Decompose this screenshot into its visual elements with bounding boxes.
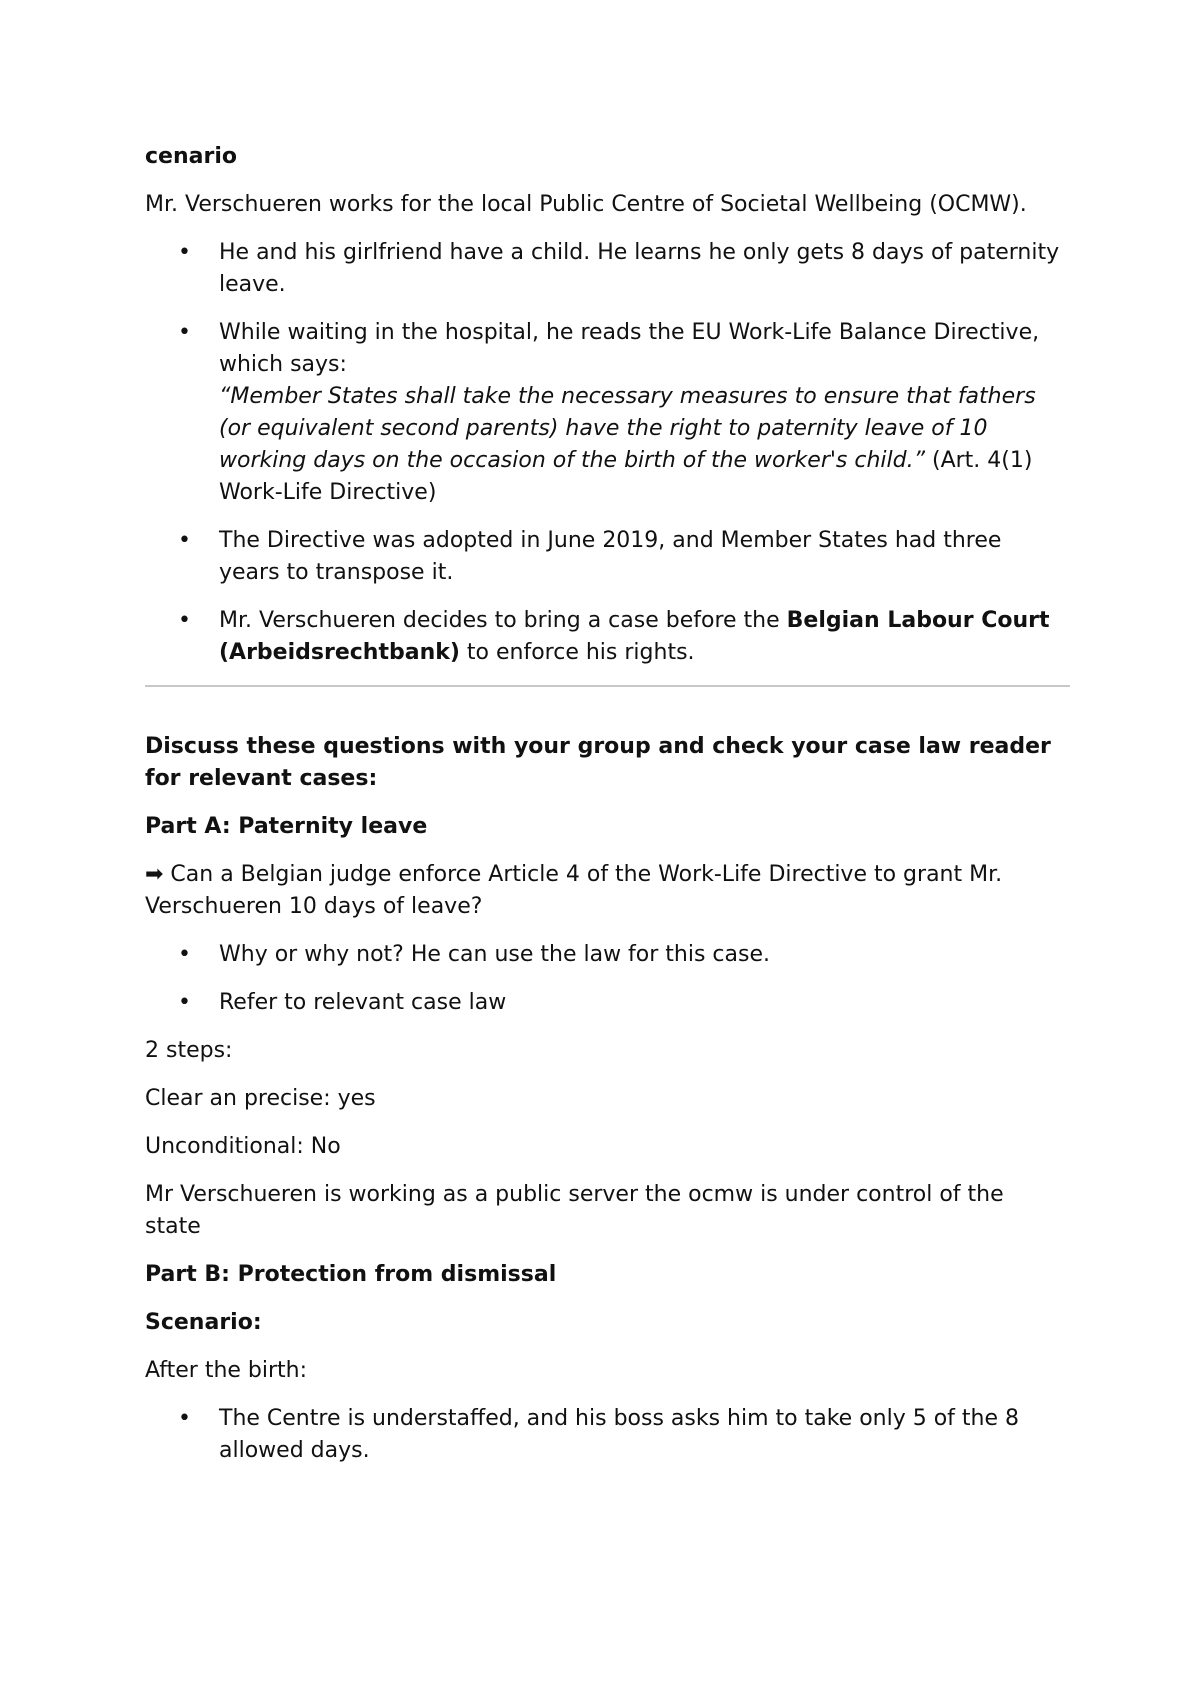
part-b-after-birth: After the birth: [145,1358,308,1383]
list-item: • The Centre is understaffed, and his boss asks him to take only 5 of the 8 allowed days. [145,1403,1065,1467]
note-steps: 2 steps: [145,1038,233,1063]
directive-citation: (Art. 4(1) Work-Life Directive) [219,448,1033,505]
note-unconditional: Unconditional: No [145,1134,341,1159]
section-divider [145,685,1070,687]
list-item: • The Directive was adopted in June 2019, and Member States had three years to transpose it. [145,525,1065,589]
directive-lead-text: While waiting in the hospital, he reads the EU Work-Life Balance Directive, which says: [219,320,1040,377]
right-arrow-icon: ➡ [145,862,164,887]
part-a-question-text: Can a Belgian judge enforce Article 4 of the Work-Life Directive to grant Mr. Verschueren 10 days of leave? [145,862,1003,919]
intro-paragraph: Mr. Verschueren works for the local Public Centre of Societal Wellbeing (OCMW). [145,192,1027,217]
case-text-post: to enforce his rights. [459,640,695,665]
case-text-pre: Mr. Verschueren decides to bring a case before the [219,608,787,633]
directive-quote: “Member States shall take the necessary measures to ensure that fathers (or equivalent second parents) have the right to paternity leave of 10 working days on the occasion of the birth of the worker's child.” [219,384,1036,473]
court-name: Belgian Labour Court (Arbeidsrechtbank) [219,608,1050,665]
part-b-bullet-list [145,1403,1065,1467]
part-b-scenario-label: Scenario: [145,1310,262,1335]
note-clear-precise: Clear an precise: yes [145,1086,376,1111]
list-item: • He and his girlfriend have a child. He learns he only gets 8 days of paternity leave. [145,237,1065,301]
list-item: • Refer to relevant case law [145,987,1065,1019]
part-a-question [145,859,1065,923]
list-item [145,317,1065,509]
list-item [145,605,1065,669]
note-public-server: Mr Verschueren is working as a public server the ocmw is under control of the state [145,1182,1004,1239]
part-a-bullet-list [145,939,1065,1019]
part-a-title: Part A: Paternity leave [145,814,428,839]
scenario-heading: cenario [145,144,237,169]
document-body [145,141,1065,1483]
part-b-title: Part B: Protection from dismissal [145,1262,557,1287]
list-item: • Why or why not? He can use the law for this case. [145,939,1065,971]
discuss-heading: Discuss these questions with your group and check your case law reader for relevant cases: [145,734,1051,791]
scenario-bullet-list [145,237,1065,669]
